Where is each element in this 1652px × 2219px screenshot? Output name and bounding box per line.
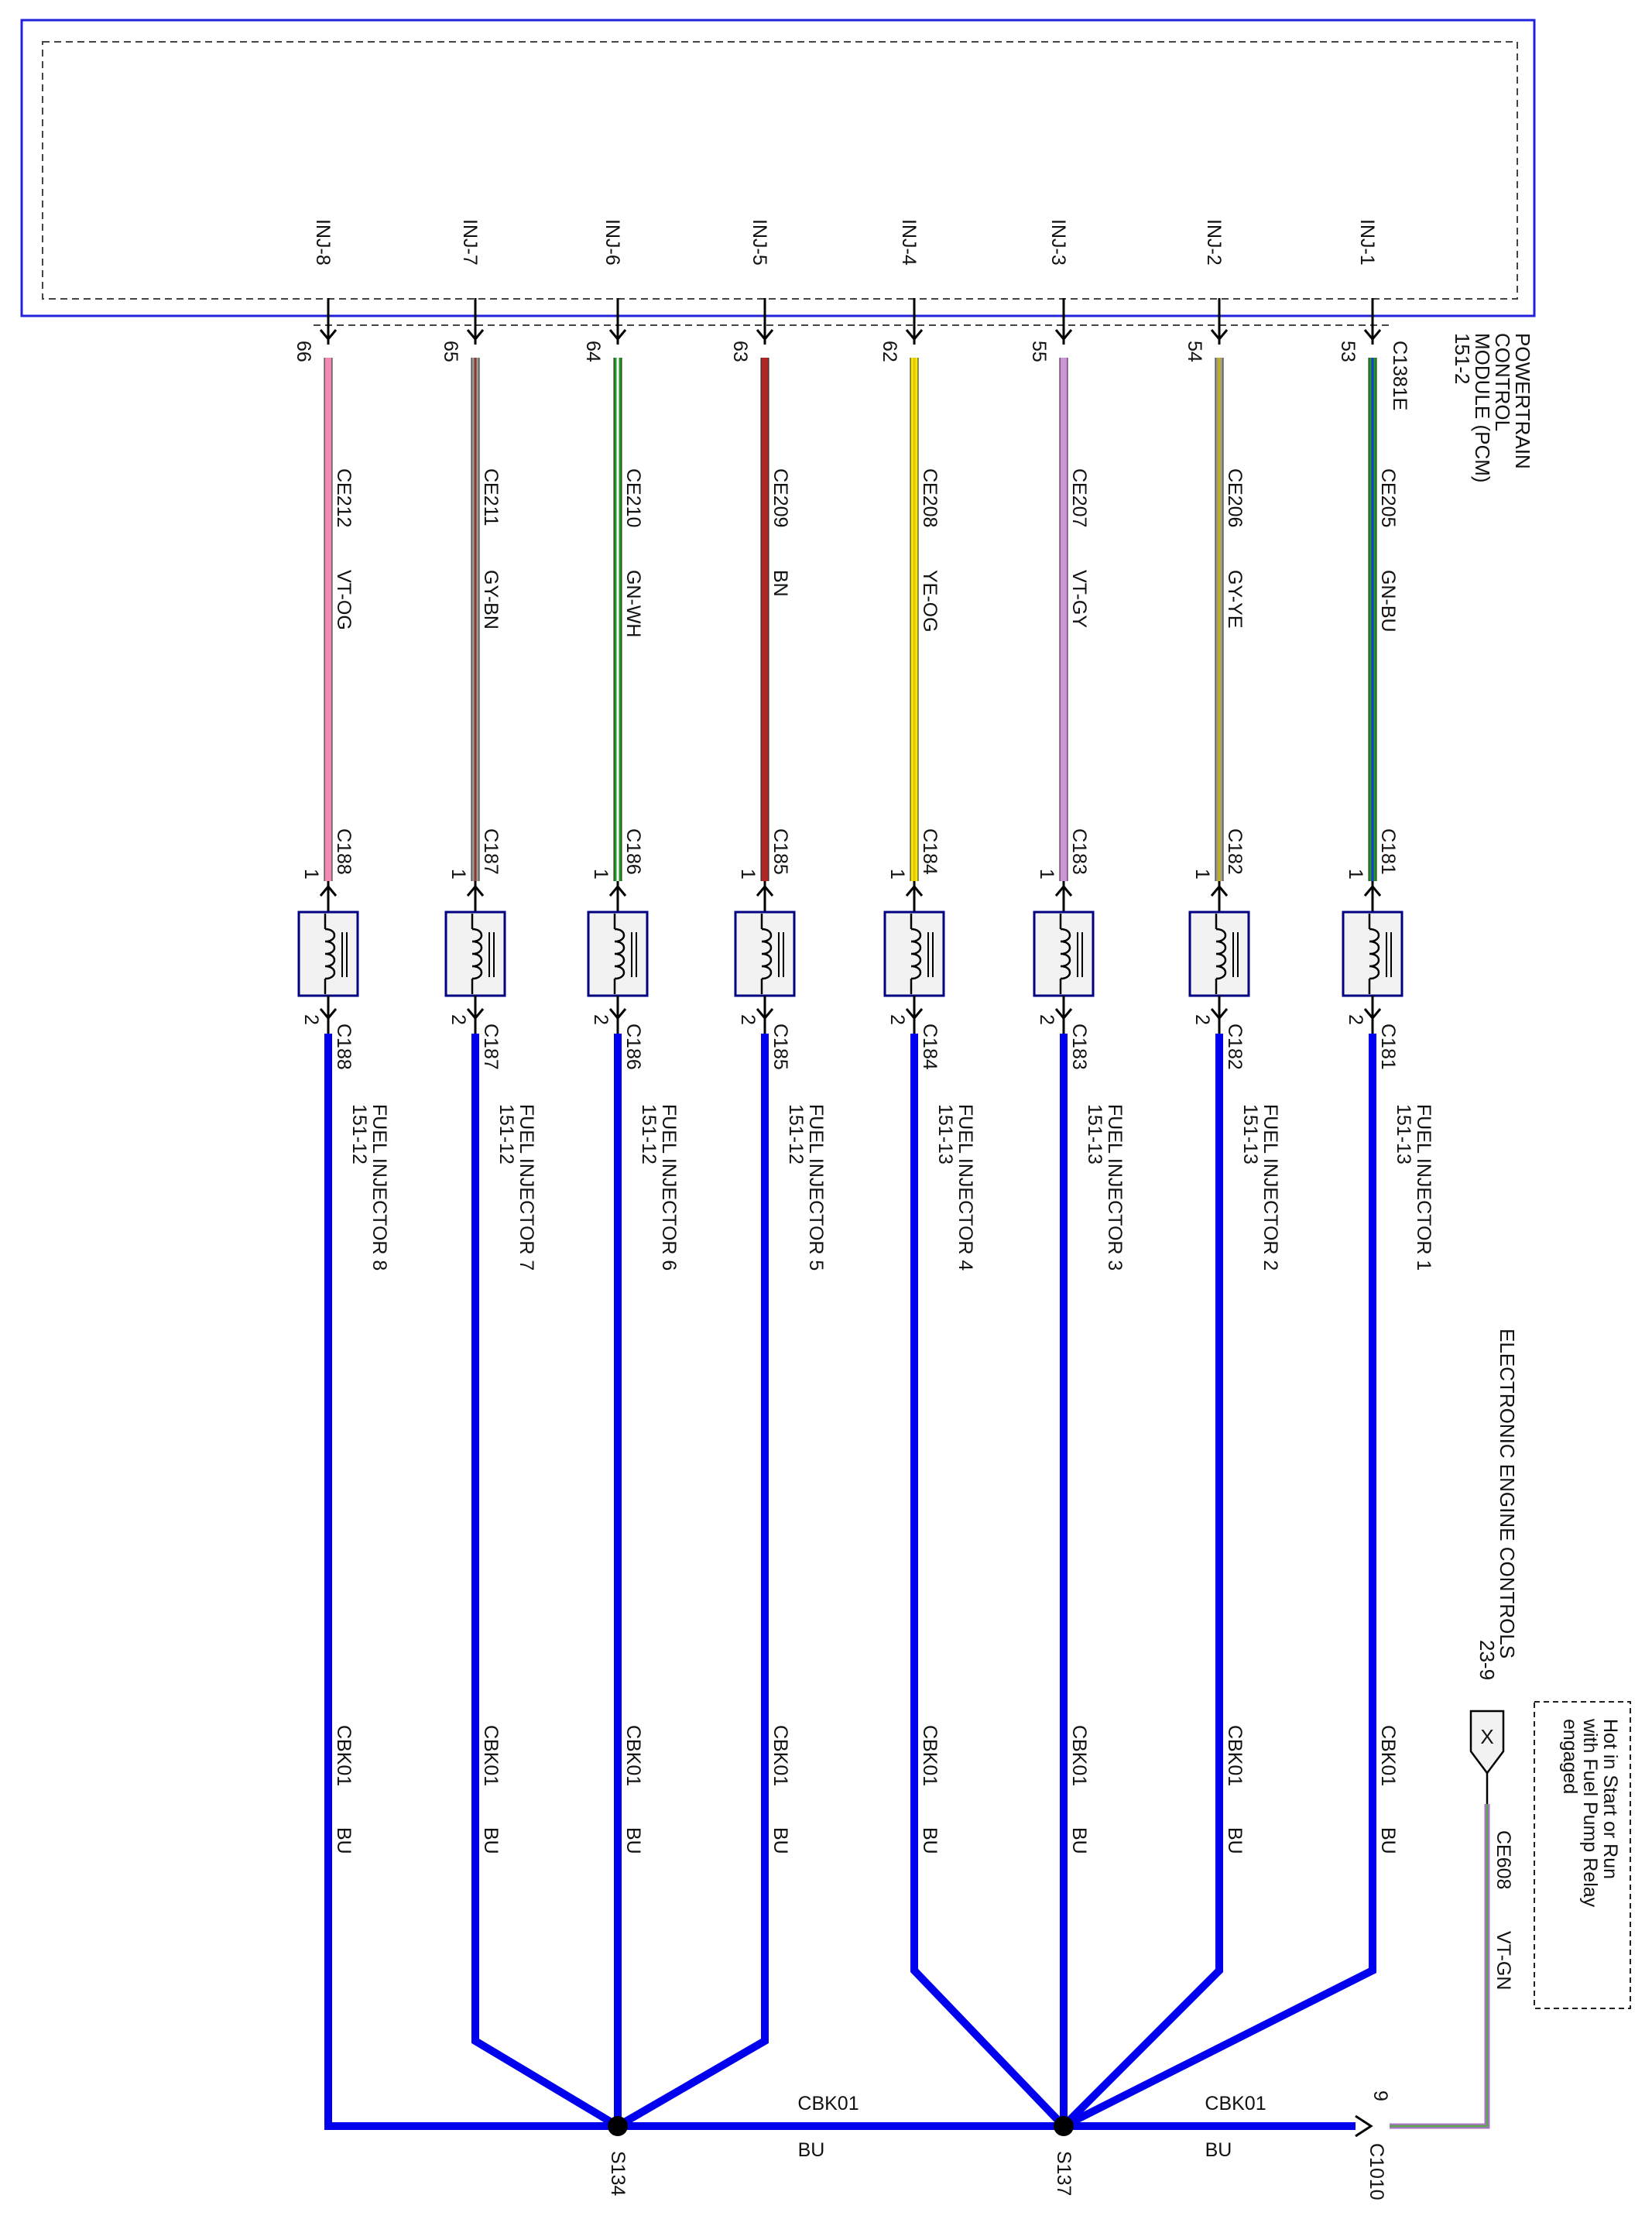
pcm-pin-number-inj-6: 64 xyxy=(582,341,604,362)
feed-wire-ce608-stripe xyxy=(1390,1804,1487,2126)
feed-note-line-3: engaged xyxy=(1559,1719,1581,1795)
color-code-label-inj-4: YE-OG xyxy=(919,570,941,633)
color-code-label-inj-7: GY-BN xyxy=(480,570,502,629)
feed-circuit-label: CE608 xyxy=(1493,1830,1514,1890)
circuit-label-inj-2: CE206 xyxy=(1224,468,1246,528)
ground-branch-injector-7 xyxy=(475,1034,618,2126)
fuel-feed xyxy=(1390,1702,1630,2126)
reference-page: 23-9 xyxy=(1475,1640,1499,1681)
pcm-pin-number-inj-1: 53 xyxy=(1337,341,1359,362)
injector-pin-top-4: 1 xyxy=(886,869,908,880)
injector-ref-8: 151-12 xyxy=(348,1104,370,1164)
feed-note-line-2: with Fuel Pump Relay xyxy=(1579,1719,1601,1908)
color-code-label-inj-3: VT-GY xyxy=(1068,570,1090,629)
circuit-label-inj-4: CE208 xyxy=(919,468,941,528)
ground-color-label-inj-3: BU xyxy=(1068,1827,1090,1854)
injector-name-1: FUEL INJECTOR 1 xyxy=(1413,1104,1434,1271)
pcm-pin-label-inj-2: INJ-2 xyxy=(1203,219,1225,266)
splice-s134-label: S134 xyxy=(607,2151,629,2197)
pcm-pin-number-inj-3: 55 xyxy=(1028,341,1050,362)
injector-connector-top-label-2: C182 xyxy=(1224,828,1246,875)
ground-circuit-label-inj-8: CBK01 xyxy=(333,1725,355,1787)
color-code-label-inj-2: GY-YE xyxy=(1224,570,1246,629)
injector-name-6: FUEL INJECTOR 6 xyxy=(658,1104,680,1271)
pcm-module-name-line-2: CONTROL xyxy=(1491,333,1514,432)
reference-title: ELECTRONIC ENGINE CONTROLS xyxy=(1496,1329,1519,1659)
c1010-pin-label: 9 xyxy=(1369,2090,1391,2101)
pcm-pin-label-inj-4: INJ-4 xyxy=(898,219,920,266)
ground-color-label-inj-7: BU xyxy=(480,1827,502,1854)
injector-pin-top-2: 1 xyxy=(1191,869,1213,880)
reference xyxy=(1475,1329,1519,1680)
ground-branch-injector-2 xyxy=(1064,1034,1219,2126)
injector-name-4: FUEL INJECTOR 4 xyxy=(955,1104,976,1271)
circuit-label-inj-8: CE212 xyxy=(333,468,355,528)
injector-connector-bottom-label-1: C181 xyxy=(1377,1024,1399,1070)
bus-1-color-label: BU xyxy=(797,2139,825,2161)
pcm-pin-label-inj-1: INJ-1 xyxy=(1356,219,1378,266)
injector-circuits xyxy=(293,219,1434,1854)
injector-connector-top-label-7: C187 xyxy=(480,828,502,875)
injector-name-2: FUEL INJECTOR 2 xyxy=(1260,1104,1281,1271)
ground-circuit-label-inj-1: CBK01 xyxy=(1377,1725,1399,1787)
injector-connector-top-label-3: C183 xyxy=(1068,828,1090,875)
color-code-label-inj-6: GN-WH xyxy=(622,570,644,638)
ground-branch-injector-5 xyxy=(618,1034,765,2126)
pcm-pin-number-inj-5: 63 xyxy=(729,341,751,362)
injector-connector-top-label-1: C181 xyxy=(1377,828,1399,875)
injector-pin-bottom-8: 2 xyxy=(300,1014,322,1025)
injector-name-3: FUEL INJECTOR 3 xyxy=(1104,1104,1126,1271)
color-code-label-inj-1: GN-BU xyxy=(1377,570,1399,633)
injector-pin-top-7: 1 xyxy=(447,869,469,880)
pcm-module-outline xyxy=(22,20,1534,316)
injector-connector-bottom-label-7: C187 xyxy=(480,1024,502,1070)
pcm-pin-number-inj-7: 65 xyxy=(440,341,461,362)
ground-bus-left-trunk xyxy=(328,1034,1356,2126)
injector-name-8: FUEL INJECTOR 8 xyxy=(368,1104,390,1271)
injector-connector-top-label-8: C188 xyxy=(333,828,355,875)
injector-pin-bottom-2: 2 xyxy=(1191,1014,1213,1025)
pcm-module-name-line-1: POWERTRAIN xyxy=(1511,333,1534,469)
injector-ref-7: 151-12 xyxy=(495,1104,517,1164)
pcm-pin-label-inj-8: INJ-8 xyxy=(312,219,334,266)
ground-color-label-inj-6: BU xyxy=(622,1827,644,1854)
injector-connector-bottom-label-8: C188 xyxy=(333,1024,355,1070)
bus-1-circuit-label: CBK01 xyxy=(797,2093,859,2114)
injector-ref-5: 151-12 xyxy=(785,1104,807,1164)
injector-connector-bottom-label-4: C184 xyxy=(919,1024,941,1070)
pcm-connector-label: C1381E xyxy=(1389,341,1410,411)
injector-pin-bottom-7: 2 xyxy=(447,1014,469,1025)
circuit-label-inj-3: CE207 xyxy=(1068,468,1090,528)
ground-bus xyxy=(328,1034,1391,2200)
pcm-module-name-line-3: MODULE (PCM) xyxy=(1471,333,1494,483)
circuit-label-inj-1: CE205 xyxy=(1377,468,1399,528)
injector-pin-top-5: 1 xyxy=(737,869,759,880)
injector-pin-bottom-1: 2 xyxy=(1345,1014,1366,1025)
injector-ref-2: 151-13 xyxy=(1239,1104,1261,1164)
injector-name-7: FUEL INJECTOR 7 xyxy=(516,1104,537,1271)
color-code-label-inj-8: VT-OG xyxy=(333,570,355,630)
ground-color-label-inj-4: BU xyxy=(919,1827,941,1854)
injector-ref-3: 151-13 xyxy=(1084,1104,1105,1164)
injector-pin-top-8: 1 xyxy=(300,869,322,880)
bus-2-circuit-label: CBK01 xyxy=(1205,2093,1266,2114)
ground-circuit-label-inj-5: CBK01 xyxy=(769,1725,791,1787)
injector-ref-6: 151-12 xyxy=(638,1104,660,1164)
color-code-label-inj-5: BN xyxy=(769,570,791,597)
ground-color-label-inj-1: BU xyxy=(1377,1827,1399,1854)
injector-connector-top-label-6: C186 xyxy=(622,828,644,875)
injector-ref-1: 151-13 xyxy=(1393,1104,1414,1164)
injector-connector-bottom-label-3: C183 xyxy=(1068,1024,1090,1070)
ground-circuit-label-inj-2: CBK01 xyxy=(1224,1725,1246,1787)
circuit-label-inj-5: CE209 xyxy=(769,468,791,528)
feed-source-symbol-label: X xyxy=(1480,1725,1494,1748)
ground-color-label-inj-2: BU xyxy=(1224,1827,1246,1854)
circuit-label-inj-7: CE211 xyxy=(480,468,502,526)
injector-connector-bottom-label-5: C185 xyxy=(769,1024,791,1070)
injector-connector-top-label-5: C185 xyxy=(769,828,791,875)
ground-circuit-label-inj-6: CBK01 xyxy=(622,1725,644,1787)
injector-connector-bottom-label-2: C182 xyxy=(1224,1024,1246,1070)
pcm-pin-label-inj-6: INJ-6 xyxy=(602,219,623,266)
injector-connector-bottom-label-6: C186 xyxy=(622,1024,644,1070)
ground-color-label-inj-5: BU xyxy=(769,1827,791,1854)
pcm-pin-number-inj-4: 62 xyxy=(879,341,900,362)
splice-s137-dot xyxy=(1054,2116,1074,2136)
splice-s134-dot xyxy=(608,2116,628,2136)
pcm-module xyxy=(22,20,1534,483)
injector-ref-4: 151-13 xyxy=(934,1104,956,1164)
circuit-label-inj-6: CE210 xyxy=(622,468,644,528)
pcm-pin-label-inj-7: INJ-7 xyxy=(459,219,481,266)
feed-note-line-1: Hot in Start or Run xyxy=(1599,1719,1621,1880)
bus-2-color-label: BU xyxy=(1205,2139,1232,2161)
feed-wire-ce608 xyxy=(1390,1804,1487,2126)
c1010-label: C1010 xyxy=(1366,2143,1387,2200)
injector-pin-bottom-4: 2 xyxy=(886,1014,908,1025)
splice-s137-label: S137 xyxy=(1053,2151,1074,2197)
ground-branch-injector-4 xyxy=(914,1034,1064,2126)
pcm-pin-label-inj-3: INJ-3 xyxy=(1047,219,1069,266)
ground-circuit-label-inj-3: CBK01 xyxy=(1068,1725,1090,1787)
injector-pin-top-1: 1 xyxy=(1345,869,1366,880)
pcm-pin-number-inj-2: 54 xyxy=(1184,341,1205,362)
injector-pin-top-3: 1 xyxy=(1036,869,1057,880)
injector-connector-top-label-4: C184 xyxy=(919,828,941,875)
ground-circuit-label-inj-4: CBK01 xyxy=(919,1725,941,1787)
ground-color-label-inj-8: BU xyxy=(333,1827,355,1854)
feed-color-label: VT-GN xyxy=(1493,1931,1514,1991)
pcm-pin-label-inj-5: INJ-5 xyxy=(749,219,770,266)
ground-circuit-label-inj-7: CBK01 xyxy=(480,1725,502,1787)
pcm-module-inner-border xyxy=(43,42,1517,299)
injector-pin-top-6: 1 xyxy=(590,869,612,880)
pcm-module-name-line-4: 151-2 xyxy=(1451,333,1474,385)
injector-pin-bottom-6: 2 xyxy=(590,1014,612,1025)
injector-name-5: FUEL INJECTOR 5 xyxy=(805,1104,827,1271)
c1010-arrow xyxy=(1356,2116,1371,2136)
injector-pin-bottom-3: 2 xyxy=(1036,1014,1057,1025)
injector-pin-bottom-5: 2 xyxy=(737,1014,759,1025)
pcm-pin-number-inj-8: 66 xyxy=(293,341,314,362)
